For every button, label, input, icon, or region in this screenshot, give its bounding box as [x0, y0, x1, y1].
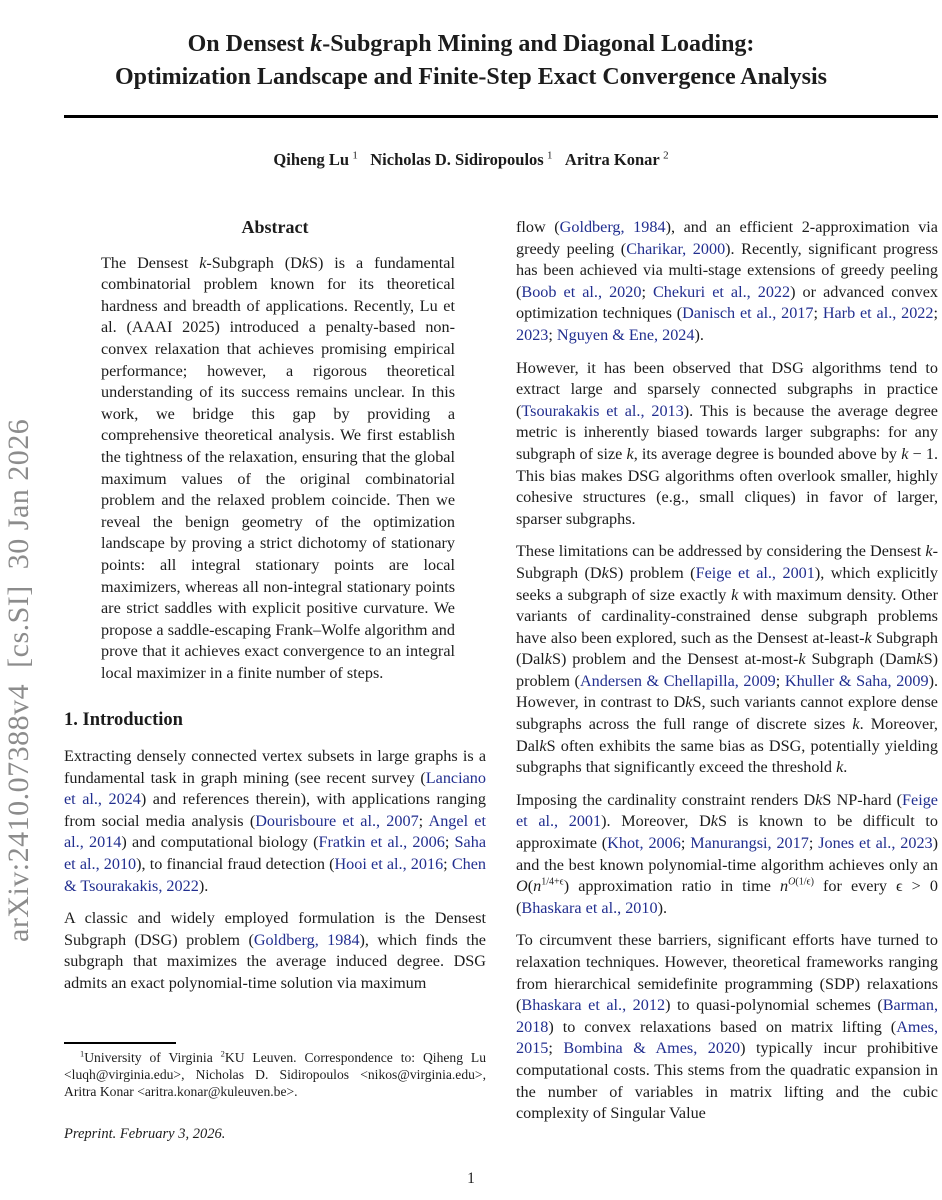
citation-link[interactable]: Andersen & Chellapilla, 2009 — [579, 671, 776, 690]
citation-link[interactable]: Tsourakakis et al., 2013 — [521, 401, 684, 420]
right-paragraph-3: These limitations can be addressed by considering the Densest k-Subgraph (DkS) problem (Feige et al., 2001), which explicitly seeks a subgraph of size exactly k with maximum density. Other variants of cardinality-constrained dense subgraph problems have also been explored, such as the Densest at-least-k Subgraph (DalkS) problem and the Densest at-most-k Subgraph (DamkS) problem (Andersen & Chellapilla, 2009; Khuller & Saha, 2009). However, in contrast to DkS, such variants cannot explore dense subgraphs across the full range of discrete sizes k. Moreover, DalkS often exhibits the same bias as DSG, potentially yielding subgraphs that significantly exceed the threshold k. — [516, 542, 939, 777]
citation-link[interactable]: Manurangsi, 2017 — [690, 834, 809, 853]
citation-link[interactable]: Jones et al., 2023 — [818, 834, 933, 853]
citation-link[interactable]: 2023 — [516, 325, 549, 344]
paper-title-line1: On Densest k-Subgraph Mining and Diagonal Loading: — [187, 31, 755, 57]
citation-link[interactable]: Bhaskara et al., 2010 — [521, 898, 658, 917]
citation-link[interactable]: Bhaskara et al., 2012 — [521, 996, 666, 1015]
citation-link[interactable]: Chen & Tsourakakis, 2022 — [64, 855, 486, 895]
section-heading-introduction: 1. Introduction — [64, 710, 183, 731]
citation-link[interactable]: Dourisboure et al., 2007 — [255, 811, 419, 830]
preprint-date-line: Preprint. February 3, 2026. — [64, 1126, 226, 1143]
citation-link[interactable]: Goldberg, 1984 — [253, 930, 360, 949]
arxiv-watermark: arXiv:2410.07388v4 [cs.SI] 30 Jan 2026 — [2, 418, 35, 942]
page-number: 1 — [467, 1170, 475, 1187]
citation-link[interactable]: Lanciano et al., 2024 — [64, 768, 486, 809]
citation-link[interactable]: Feige et al., 2001 — [516, 790, 938, 831]
title-divider — [64, 115, 938, 118]
right-paragraph-1: flow (Goldberg, 1984), and an efficient 2-approximation via greedy peeling (Charikar, 2000). Recently, significant progress has been achieved via multi-stage extensions of greedy peeling (Boob et al., 2020; Chekuri et al., 2022) or advanced convex optimization techniques (Danisch et al., 2017; Harb et al., 2022; 2023; Nguyen & Ene, 2024). — [516, 218, 938, 344]
abstract-heading: Abstract — [241, 217, 309, 237]
paper-title — [0, 28, 942, 94]
left-column — [64, 215, 486, 1006]
citation-link[interactable]: Barman, 2018 — [516, 996, 939, 1036]
footnote-block — [64, 1042, 486, 1143]
citation-link[interactable]: Nguyen & Ene, 2024 — [556, 325, 695, 344]
citation-link[interactable]: Saha et al., 2010 — [64, 833, 487, 874]
citation-link[interactable]: Danisch et al., 2017 — [682, 304, 814, 323]
citation-link[interactable]: Goldberg, 1984 — [559, 218, 666, 236]
citation-link[interactable]: Khot, 2006 — [607, 834, 681, 853]
citation-link[interactable]: Chekuri et al., 2022 — [653, 282, 791, 301]
intro-paragraph-1: Extracting densely connected vertex subsets in large graphs is a fundamental task in graph mining (see recent survey (Lanciano et al., 2024) and references therein), with applications ranging from social media analysis (Dourisboure et al., 2007; Angel et al., 2014) and computational biology (Fratkin et al., 2006; Saha et al., 2010), to financial fraud detection (Hooi et al., 2016; Chen & Tsourakakis, 2022). — [64, 747, 487, 895]
right-paragraph-2: However, it has been observed that DSG algorithms tend to extract large and sparsely connected subgraphs in practice (Tsourakakis et al., 2013). This is because the average degree metric is inherently biased towards larger subgraphs: for any subgraph of size k, its average degree is bounded above by k − 1. This bias makes DSG algorithms often overlook smaller, highly cohesive structures (e.g., small cliques) in favor of larger, sparser subgraphs. — [516, 358, 938, 528]
citation-link[interactable]: Harb et al., 2022 — [822, 304, 934, 323]
paper-title-line2: Optimization Landscape and Finite-Step Exact Convergence Analysis — [114, 64, 828, 90]
right-paragraph-4: Imposing the cardinality constraint renders DkS NP-hard (Feige et al., 2001). Moreover, DkS is known to be difficult to approximate (Khot, 2006; Manurangsi, 2017; Jones et al., 2023) and the best known polynomial-time algorithm achieves only an $O(n^{1/4+\epsilon})$ approximation ratio in time $n^{O(1/\epsilon)}$ for every ϵ > 0 (Bhaskara et al., 2010). — [516, 790, 939, 917]
citation-link[interactable]: Khuller & Saha, 2009 — [784, 671, 929, 690]
citation-link[interactable]: Boob et al., 2020 — [521, 282, 642, 301]
affiliation-footnote: $^1$University of Virginia $^2$KU Leuven. Correspondence to: Qiheng Lu <luqh@virginia.edu>, Nicholas D. Sidiropoulos <nikos@virginia.edu>, Aritra Konar <aritra.konar@kuleuven.be>. — [64, 1048, 486, 1099]
citation-link[interactable]: Fratkin et al., 2006 — [318, 833, 445, 852]
intro-paragraph-2: A classic and widely employed formulation is the Densest Subgraph (DSG) problem (Goldberg, 1984), which finds the subgraph that maximizes the average induced degree. DSG admits an exact polynomial-time solution via maximum — [64, 909, 486, 992]
abstract-text: The Densest k-Subgraph (DkS) is a fundamental combinatorial problem known for its theoretical hardness and breadth of applications. Recently, Lu et al. (AAAI 2025) introduced a penalty-based non-convex relaxation that achieves promising empirical performance; however, a rigorous theoretical understanding of its success remains unclear. In this work, we bridge this gap by providing a comprehensive theoretical analysis. We first establish the tightness of the relaxation, ensuring that the global maximum values of the original combinatorial problem and the relaxed problem coincide. Then we reveal the benign geometry of the optimization landscape by proving a strict dichotomy of stationary points: all integral stationary points are local maximizers, whereas all non-integral stationary points are strict saddles with explicit positive curvature. We propose a saddle-escaping Frank–Wolfe algorithm and prove that it achieves exact convergence to an integral local maximizer in a finite number of steps. — [101, 253, 455, 682]
footnote-divider — [64, 1042, 176, 1044]
right-column — [516, 217, 938, 1136]
citation-link[interactable]: Ames, 2015 — [516, 1017, 938, 1058]
right-paragraph-5: To circumvent these barriers, significant efforts have turned to relaxation techniques. However, theoretical frameworks ranging from hierarchical semidefinite programming (SDP) relaxations (Bhaskara et al., 2012) to quasi-polynomial schemes (Barman, 2018) to convex relaxations based on matrix lifting (Ames, 2015; Bombina & Ames, 2020) typically incur prohibitive computational costs. This stems from the quadratic expansion in the number of variables in matrix lifting and the cubic complexity of Singular Value — [516, 931, 939, 1123]
citation-link[interactable]: Charikar, 2000 — [626, 239, 726, 258]
author-line: Qiheng Lu $^1$ Nicholas D. Sidiropoulos $^1$ Aritra Konar $^2$ — [273, 149, 669, 169]
citation-link[interactable]: Bombina & Ames, 2020 — [563, 1039, 741, 1058]
citation-link[interactable]: Angel et al., 2014 — [64, 811, 486, 852]
citation-link[interactable]: Hooi et al., 2016 — [334, 855, 444, 874]
citation-link[interactable]: Feige et al., 2001 — [695, 563, 815, 582]
